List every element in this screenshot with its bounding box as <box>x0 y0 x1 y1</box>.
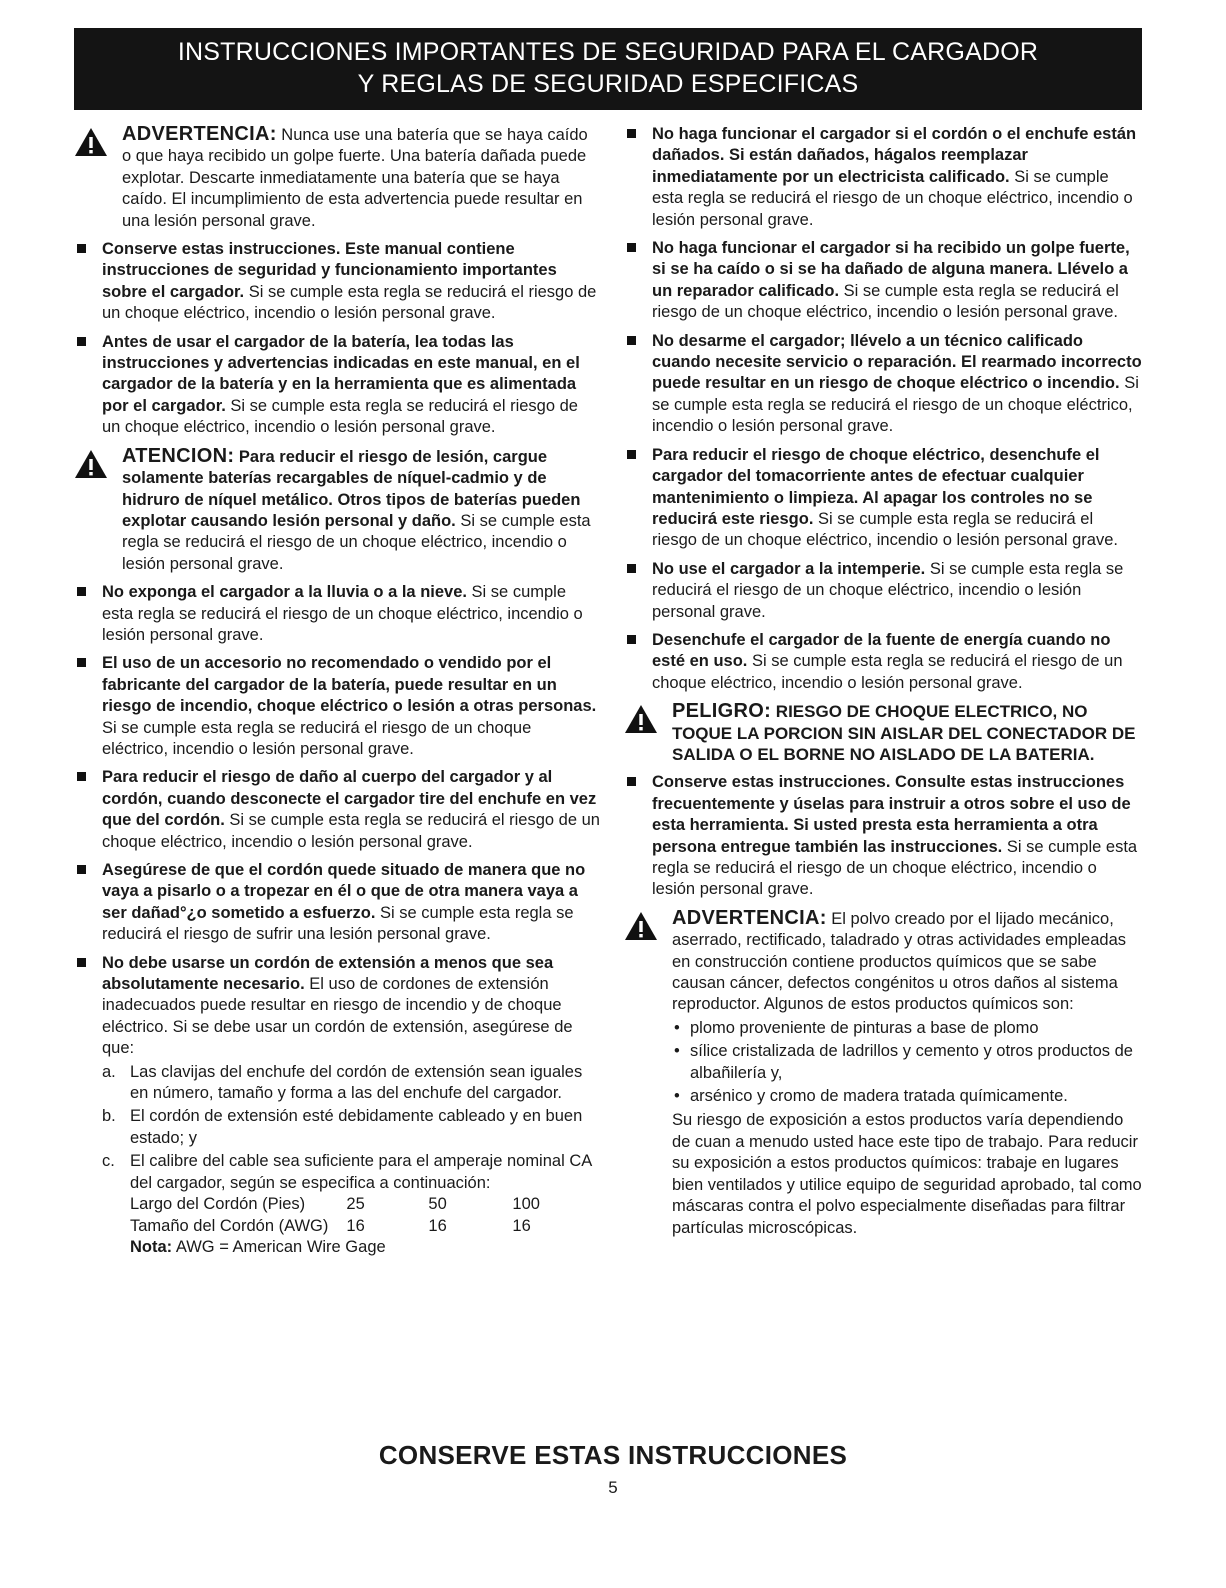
sub-item-letter: b. <box>102 1107 116 1126</box>
rule-bold: Asegúrese de que el cordón quede situado de manera que no vaya a pisarlo o a tropezar en él o que de otra manera vaya a ser dañad°¿o sometido a esfuerzo. <box>102 861 586 922</box>
bullet-square-icon <box>77 587 86 596</box>
list-item <box>672 1018 1142 1039</box>
sub-item-text: El cordón de extensión esté debidamente cableado y en buen estado; y <box>130 1107 583 1147</box>
rule-text: Si se cumple esta regla se reducirá el riesgo de un choque eléctrico, incendio o lesión personal grave. <box>652 167 1133 229</box>
danger-text: RIESGO DE CHOQUE ELECTRICO, NO TOQUE LA PORCION SIN AISLAR DEL CONECTADOR DE SALIDA O EL BORNE NO AISLADO DE LA BATERIA. <box>672 702 1136 764</box>
list-item-text: plomo proveniente de pinturas a base de plomo <box>690 1018 1039 1037</box>
table-cell: 25 <box>346 1195 365 1214</box>
sub-item-a <box>74 1062 600 1105</box>
rule-outdoors <box>624 559 1142 623</box>
right-column <box>624 124 1142 1246</box>
danger-shock-hazard <box>624 701 1142 765</box>
caution-rechargeable-batteries <box>74 446 600 575</box>
rule-do-not-disassemble <box>624 331 1142 438</box>
caution-label: ATENCION: <box>122 444 235 467</box>
table-cell: 16 <box>512 1216 531 1235</box>
list-item <box>672 1041 1142 1084</box>
table-note <box>74 1237 600 1258</box>
page-number: 5 <box>608 1478 618 1497</box>
table-cell: 50 <box>428 1195 447 1214</box>
rule-pull-plug <box>74 767 600 853</box>
footer-title: CONSERVE ESTAS INSTRUCCIONES <box>378 1440 848 1470</box>
rule-bold: No use el cargador a la intemperie. <box>652 559 926 578</box>
rule-bold: No haga funcionar el cargador si ha recibido un golpe fuerte, si se ha caído o si se ha dañado de alguna manera. Llévelo a un reparador calificado. <box>652 239 1130 300</box>
bullet-square-icon <box>77 337 86 346</box>
caution-bold: Para reducir el riesgo de lesión, cargue solamente baterías recargables de níquel-cadmio y de hidruro de níquel metálico. Otros tipos de baterías pueden explotar causando lesión personal y daño. <box>122 447 581 530</box>
bullet-square-icon <box>77 658 86 667</box>
table-cell-label: Largo del Cordón (Pies) <box>130 1195 306 1214</box>
rule-cord-placement <box>74 860 600 946</box>
danger-label: PELIGRO: <box>672 700 772 723</box>
table-cell: 16 <box>346 1216 365 1235</box>
rule-text: Si se cumple esta regla se reducirá el riesgo de un choque eléctrico, incendio o lesión personal grave. <box>102 583 583 644</box>
list-item <box>672 1086 1142 1107</box>
table-cell: 16 <box>428 1216 447 1235</box>
warning-text: Nunca use una batería que se haya caído o que haya recibido un golpe fuerte. Una batería dañada puede explotar. Descarte inmediatamente una batería que se haya caído. El incumplimiento de esta advertencia puede resultar en una lesión personal grave. <box>122 126 588 230</box>
bullet-square-icon <box>77 958 86 967</box>
rule-text: Si se cumple esta regla se reducirá el riesgo de un choque eléctrico, incendio o lesión personal grave. <box>652 837 1138 899</box>
rule-bold: Conserve estas instrucciones. Consulte estas instrucciones frecuentemente y úselas para instruir a otros sobre el uso de esta herramienta. Si usted presta esta herramienta a otra persona entregue también las instrucciones. <box>652 773 1131 856</box>
rule-text: Si se cumple esta regla se reducirá el riesgo de un choque eléctrico, incendio o lesión personal grave. <box>652 559 1124 621</box>
warning-triangle-icon <box>74 127 108 157</box>
table-row <box>130 1194 540 1215</box>
rule-text: Si se cumple esta regla se reducirá el riesgo de un choque eléctrico, incendio o lesión personal grave. <box>652 509 1118 550</box>
rule-text: Si se cumple esta regla se reducirá el riesgo de un choque eléctrico, incendio o lesión personal grave. <box>652 652 1123 692</box>
rule-keep-instructions <box>74 239 600 325</box>
list-item-text: sílice cristalizada de ladrillos y cemento y otros productos de albañilería y, <box>690 1042 1133 1082</box>
warning-label: ADVERTENCIA: <box>122 123 277 145</box>
bullet-square-icon <box>627 129 636 138</box>
sub-item-letter: c. <box>102 1152 115 1171</box>
rule-bold: Antes de usar el cargador de la batería, lea todas las instrucciones y advertencias indicadas en este manual, en el cargador de la batería y en la herramienta que es alimentada por el cargador. <box>102 332 580 415</box>
bullet-square-icon <box>627 336 636 345</box>
warning-dust-chemicals <box>624 908 1142 1239</box>
warning-triangle-icon <box>624 704 658 734</box>
rule-bold: El uso de un accesorio no recomendado o vendido por el fabricante del cargador de la batería, puede resultar en un riesgo de incendio, choque eléctrico o lesión a otras personas. <box>102 654 597 716</box>
warning-label: ADVERTENCIA: <box>672 906 827 929</box>
rule-bold: No exponga el cargador a la lluvia o a la nieve. <box>102 583 467 602</box>
bullet-dot-icon: • <box>674 1018 680 1037</box>
rule-text: Si se cumple esta regla se reducirá el riesgo de un choque eléctrico, incendio o lesión personal grave. <box>102 396 578 437</box>
bullet-square-icon <box>627 635 636 644</box>
rule-text: Si se cumple esta regla se reducirá el riesgo de un choque eléctrico, incendio o lesión personal grave. <box>102 282 597 323</box>
rule-read-before-use <box>74 332 600 439</box>
rule-text: Si se cumple esta regla se reducirá el riesgo de un choque eléctrico, incendio o lesión personal grave. <box>102 718 532 758</box>
note-text: AWG = American Wire Gage <box>172 1237 386 1256</box>
rule-text: Si se cumple esta regla se reducirá el riesgo de sufrir una lesión personal grave. <box>102 903 574 944</box>
bullet-square-icon <box>77 244 86 253</box>
bullet-square-icon <box>627 564 636 573</box>
table-cell: 100 <box>512 1195 540 1214</box>
warning-battery-dropped <box>74 124 600 232</box>
rule-bold: Conserve estas instrucciones. Este manual contiene instrucciones de seguridad y funcionamiento importantes sobre el cargador. <box>102 240 557 301</box>
rule-bold: No desarme el cargador; llévelo a un técnico calificado cuando necesite servicio o reparación. El rearmado incorrecto puede resultar en un riesgo de choque eléctrico o incendio. <box>652 331 1142 393</box>
header-title-line-1: INSTRUCCIONES IMPORTANTES DE SEGURIDAD PARA EL CARGADOR <box>177 38 1039 66</box>
rule-bold: No debe usarse un cordón de extensión a menos que sea absolutamente necesario. <box>102 953 554 994</box>
bullet-dot-icon: • <box>674 1087 680 1106</box>
bullet-square-icon <box>627 450 636 459</box>
rule-bold: Para reducir el riesgo de choque eléctrico, desenchufe el cargador del tomacorriente antes de efectuar cualquier mantenimiento o limpieza. Al apagar los controles no se reducirá este riesgo. <box>652 445 1100 528</box>
bullet-dot-icon: • <box>674 1042 680 1061</box>
rule-extension-cord <box>74 953 600 1060</box>
bullet-square-icon <box>77 772 86 781</box>
sub-item-c <box>74 1151 600 1194</box>
cord-gauge-table <box>130 1194 540 1237</box>
warning-triangle-icon <box>74 449 108 479</box>
bullet-square-icon <box>627 243 636 252</box>
rule-impact-damage <box>624 238 1142 324</box>
rule-unplug-before-maintenance <box>624 445 1142 552</box>
rule-bold: Para reducir el riesgo de daño al cuerpo del cargador y al cordón, cuando desconecte el cargador tire del enchufe en vez que del cordón. <box>102 768 597 830</box>
header-title-line-2: Y REGLAS DE SEGURIDAD ESPECIFICAS <box>357 70 859 98</box>
note-label: Nota: <box>130 1237 173 1256</box>
warning-text: El polvo creado por el lijado mecánico, aserrado, rectificado, taladrado y otras actividades empleadas en construcción contiene productos químicos que se sabe causan cáncer, defectos congénitos u otros daños al sistema reproductor. Algunos de estos productos químicos son: <box>672 909 1126 1014</box>
rule-text: Si se cumple esta regla se reducirá el riesgo de un choque eléctrico, incendio o lesión personal grave. <box>652 374 1139 436</box>
rule-bold: No haga funcionar el cargador si el cordón o el enchufe están dañados. Si están dañados, hágalos reemplazar inmediatamente por un electricista calificado. <box>652 125 1137 186</box>
sub-item-text: El calibre del cable sea suficiente para el amperaje nominal CA del cargador, según se especifica a continuación: <box>130 1152 592 1192</box>
rule-accessory <box>74 653 600 760</box>
sub-item-b <box>74 1106 600 1149</box>
rule-text: Si se cumple esta regla se reducirá el riesgo de un choque eléctrico, incendio o lesión personal grave. <box>102 811 600 851</box>
rule-keep-consult-instructions <box>624 772 1142 900</box>
rule-rain-snow <box>74 582 600 646</box>
table-cell-label: Tamaño del Cordón (AWG) <box>130 1216 329 1235</box>
sub-item-letter: a. <box>102 1062 116 1081</box>
sub-item-text: Las clavijas del enchufe del cordón de extensión sean iguales en número, tamaño y forma a las del enchufe del cargador. <box>130 1062 583 1103</box>
rule-text: Si se cumple esta regla se reducirá el riesgo de un choque eléctrico, incendio o lesión personal grave. <box>652 281 1119 322</box>
left-column <box>74 124 600 1258</box>
rule-bold: Desenchufe el cargador de la fuente de energía cuando no esté en uso. <box>652 630 1111 671</box>
list-item-text: arsénico y cromo de madera tratada químicamente. <box>690 1087 1068 1106</box>
bullet-square-icon <box>627 777 636 786</box>
caution-text: Si se cumple esta regla se reducirá el riesgo de un choque eléctrico, incendio o lesión personal grave. <box>122 511 591 573</box>
page-header-banner <box>74 28 1142 110</box>
rule-unplug-when-idle <box>624 630 1142 694</box>
rule-damaged-cord <box>624 124 1142 231</box>
bullet-square-icon <box>77 865 86 874</box>
rule-text: El uso de cordones de extensión inadecuados puede resultar en riesgo de incendio y de choque eléctrico. Si se debe usar un cordón de extensión, asegúrese de que: <box>102 975 573 1058</box>
warning-closing-text: Su riesgo de exposición a estos productos varía dependiendo de cuan a menudo usted hace este tipo de trabajo. Para reducir su exposición a estos productos químicos: trabaje en lugares bien ventilados y utilice equipo de seguridad aprobado, tal como máscaras contra el polvo especialmente diseñadas para filtrar partículas microscópicas. <box>672 1111 1142 1237</box>
warning-triangle-icon <box>624 911 658 941</box>
table-row <box>130 1216 540 1237</box>
